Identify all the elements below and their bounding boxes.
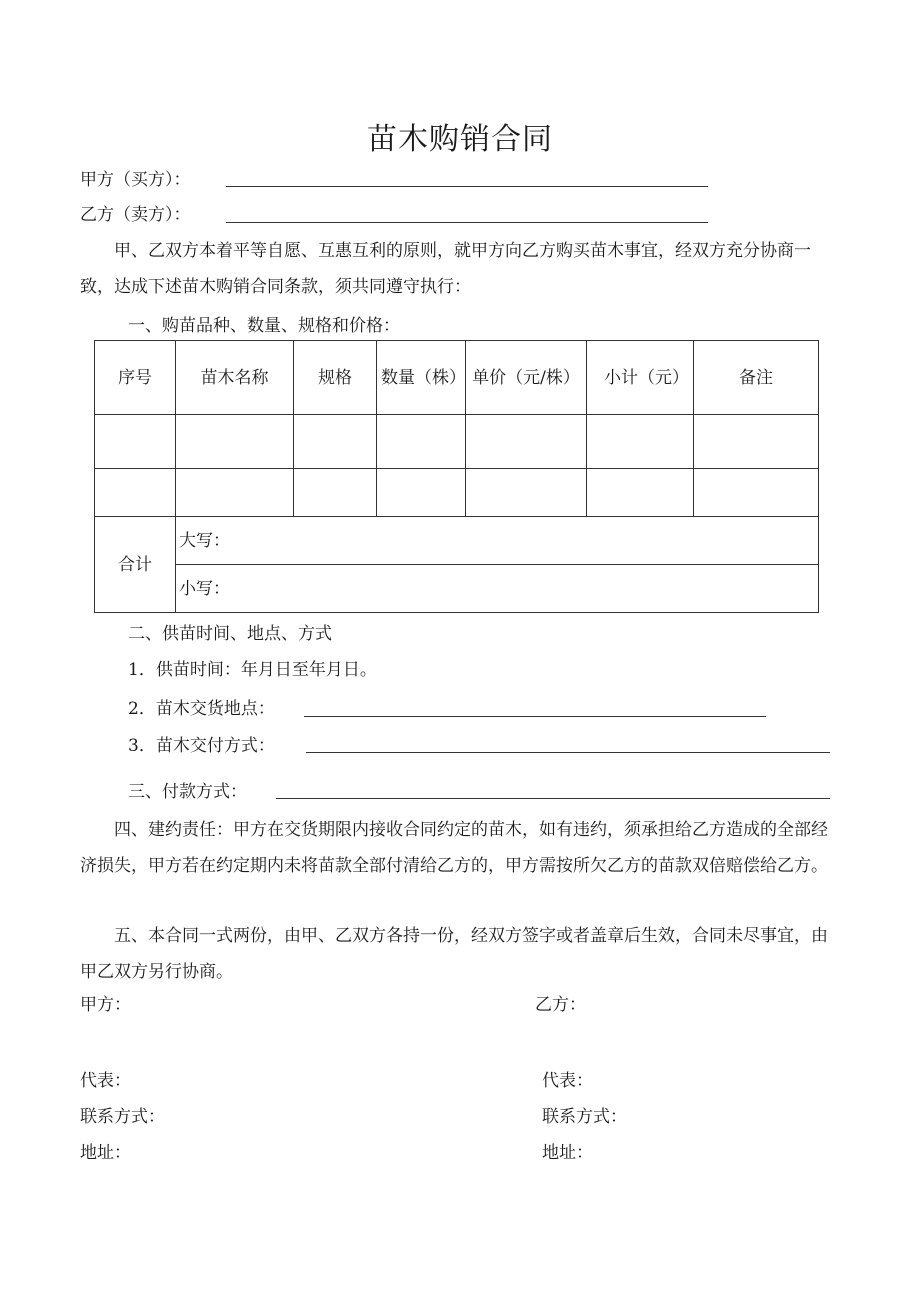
section3-heading: 三、付款方式： <box>128 782 247 802</box>
table-cell[interactable] <box>587 415 694 469</box>
table-header-row <box>95 341 819 415</box>
total-lower-row <box>95 565 819 613</box>
contract-title: 苗木购销合同 <box>367 122 553 157</box>
table-cell[interactable] <box>694 415 819 469</box>
party-a-address: 地址： <box>80 1143 131 1163</box>
header-name: 苗木名称 <box>176 341 294 415</box>
table-cell[interactable] <box>377 469 466 517</box>
table-cell[interactable] <box>176 469 294 517</box>
table-cell[interactable] <box>95 469 176 517</box>
intro-paragraph: 甲、乙双方本着平等自愿、互惠互利的原则，就甲方向乙方购买苗木事宜，经双方充分协商一致，达成下述苗木购销合同条款，须共同遵守执行： <box>80 241 811 297</box>
party-a-blank-line[interactable] <box>226 186 708 187</box>
signature-party-a: 甲方： <box>80 995 131 1015</box>
party-a-buyer-label: 甲方（买方）： <box>80 170 191 190</box>
party-b-blank-line[interactable] <box>226 222 708 223</box>
header-unit-price: 单价（元/株） <box>466 341 587 415</box>
table-row <box>95 415 819 469</box>
table-cell[interactable] <box>95 415 176 469</box>
table-cell[interactable] <box>466 469 587 517</box>
header-remarks: 备注 <box>694 341 819 415</box>
table-cell[interactable] <box>294 469 377 517</box>
section4-paragraph: 四、建约责任：甲方在交货期限内接收合同约定的苗木，如有违约，须承担给乙方造成的全部经济损失，甲方若在约定期内未将苗款全部付清给乙方的，甲方需按所欠乙方的苗款双倍赔偿给乙方。 <box>80 820 828 876</box>
header-quantity: 数量（株） <box>377 341 466 415</box>
header-spec: 规格 <box>294 341 377 415</box>
total-capital-cell[interactable]: 大写： <box>176 517 819 565</box>
party-b-address: 地址： <box>542 1143 593 1163</box>
party-a-contact: 联系方式： <box>80 1107 165 1127</box>
signature-party-b: 乙方： <box>535 995 586 1015</box>
section2-heading: 二、供苗时间、地点、方式 <box>128 624 332 644</box>
delivery-place-blank-line[interactable] <box>304 716 766 717</box>
table-cell[interactable] <box>294 415 377 469</box>
total-capital-row <box>95 517 819 565</box>
table-cell[interactable] <box>694 469 819 517</box>
table-row <box>95 469 819 517</box>
table-cell[interactable] <box>466 415 587 469</box>
goods-table <box>94 340 819 613</box>
delivery-method-blank-line[interactable] <box>306 752 830 753</box>
delivery-method-label: 3．苗木交付方式： <box>128 736 275 756</box>
table-cell[interactable] <box>587 469 694 517</box>
party-a-representative: 代表： <box>80 1071 131 1091</box>
supply-time-item: 1．供苗时间：年月日至年月日。 <box>128 660 377 680</box>
party-b-representative: 代表： <box>542 1071 593 1091</box>
section5-paragraph: 五、本合同一式两份，由甲、乙双方各持一份，经双方签字或者盖章后生效，合同未尽事宜，由甲乙双方另行协商。 <box>80 926 828 982</box>
total-label: 合计 <box>95 517 176 613</box>
header-subtotal: 小计（元） <box>587 341 694 415</box>
party-b-seller-label: 乙方（卖方）： <box>80 205 191 225</box>
header-index: 序号 <box>95 341 176 415</box>
payment-method-blank-line[interactable] <box>276 798 830 799</box>
table-cell[interactable] <box>176 415 294 469</box>
total-lower-cell[interactable]: 小写： <box>176 565 819 613</box>
party-b-contact: 联系方式： <box>542 1107 627 1127</box>
section1-heading: 一、购苗品种、数量、规格和价格： <box>128 316 400 336</box>
table-cell[interactable] <box>377 415 466 469</box>
delivery-place-label: 2．苗木交货地点： <box>128 699 275 719</box>
